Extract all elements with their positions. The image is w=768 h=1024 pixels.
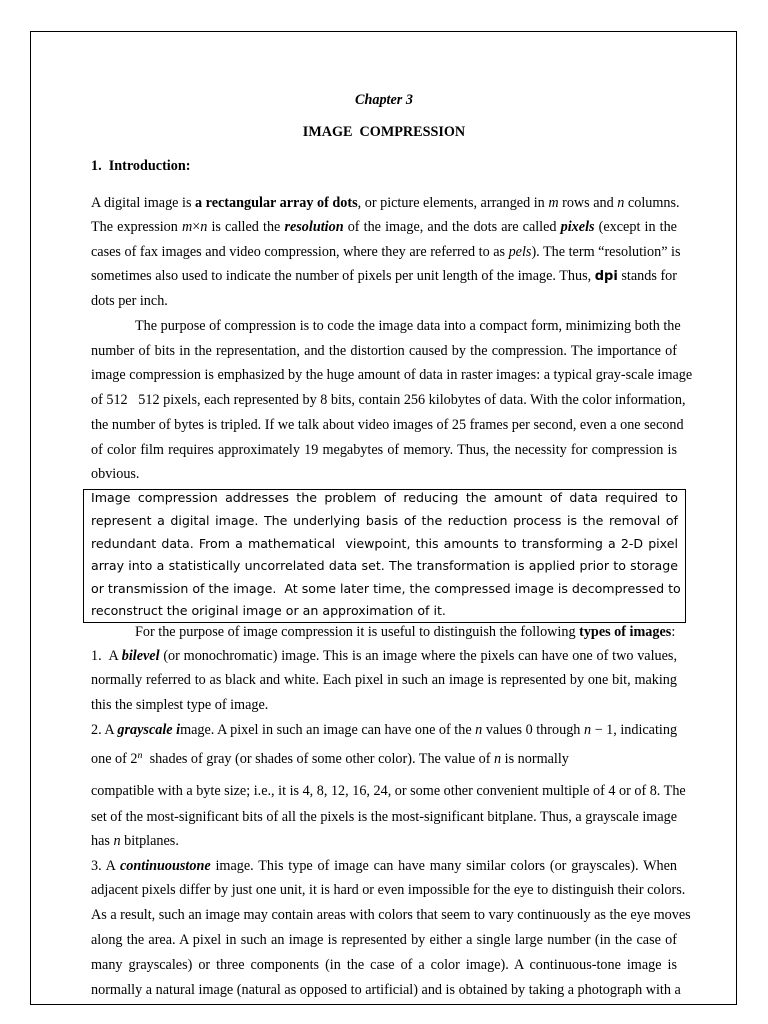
chapter-title: IMAGE COMPRESSION [302, 124, 466, 140]
text-line: many grayscales) or three components (in the case of a color image). A continuous-tone image is [91, 957, 677, 973]
text-line: of color film requires approximately 19 megabytes of memory. Thus, the necessity for compression is [91, 442, 677, 458]
text-line: set of the most-significant bits of all the pixels is the most-significant bitplane. Thus, a grayscale image [91, 809, 678, 825]
text-line: A digital image is a rectangular array of dots, or picture elements, arranged in m rows and n columns. [91, 195, 680, 211]
text-line: the number of bytes is tripled. If we talk about video images of 25 frames per second, even a one second [91, 417, 684, 433]
boxed-line: redundant data. From a mathematical viewpoint, this amounts to transforming a 2-D pixel [91, 536, 678, 551]
text-line: 3. A continuoustone image. This type of image can have many similar colors (or grayscales). When [91, 858, 677, 874]
boxed-line: array into a statistically uncorrelated data set. The transformation is applied prior to storage [91, 558, 678, 573]
types-intro: For the purpose of image compression it is useful to distinguish the following types of images: [135, 624, 676, 640]
text-line: 1. A bilevel (or monochromatic) image. This is an image where the pixels can have one of two values, [91, 648, 677, 664]
text-line: The purpose of compression is to code the image data into a compact form, minimizing both the [135, 318, 681, 334]
text-line: obvious. [91, 466, 140, 482]
text-line: cases of fax images and video compression, where they are referred to as pels). The term “resolution” is [91, 244, 681, 260]
text-line: image compression is emphasized by the huge amount of data in raster images: a typical gray-scale image [91, 367, 693, 383]
text-line: sometimes also used to indicate the number of pixels per unit length of the image. Thus, dpi stands for [91, 268, 677, 284]
text-line: of 512 512 pixels, each represented by 8 bits, contain 256 kilobytes of data. With the color information, [91, 392, 686, 408]
boxed-line: reconstruct the original image or an approximation of it. [91, 603, 446, 618]
text-line: normally referred to as black and white. Each pixel in such an image is represented by one bit, making [91, 672, 677, 688]
boxed-line: or transmission of the image. At some later time, the compressed image is decompressed to [91, 581, 681, 596]
text-line: normally a natural image (natural as opposed to artificial) and is obtained by taking a photograph with a [91, 982, 681, 998]
section-heading: 1. Introduction: [91, 158, 191, 174]
text-line: 2. A grayscale image. A pixel in such an image can have one of the n values 0 through n − 1, indicating [91, 722, 678, 738]
text-line: number of bits in the representation, and the distortion caused by the compression. The importance of [91, 343, 677, 359]
text-line: dots per inch. [91, 293, 168, 309]
text-line: along the area. A pixel in such an image is represented by either a single large number (in the case of [91, 932, 677, 948]
boxed-line: Image compression addresses the problem of reducing the amount of data required to [91, 490, 678, 505]
text-line: has n bitplanes. [91, 833, 179, 849]
boxed-line: represent a digital image. The underlying basis of the reduction process is the removal of [91, 513, 678, 528]
text-line: compatible with a byte size; i.e., it is 4, 8, 12, 16, 24, or some other convenient multiple of 4 or of 8. The [91, 783, 686, 799]
text-line: adjacent pixels differ by just one unit, it is hard or even impossible for the eye to distinguish their colors. [91, 882, 686, 898]
chapter-label: Chapter 3 [355, 92, 413, 108]
text-line: one of 2$^n$ shades of gray (or shades of some other color). The value of n is normally [91, 750, 569, 767]
text-line: this the simplest type of image. [91, 697, 269, 713]
text-line: As a result, such an image may contain areas with colors that seem to vary continuously as the eye moves [91, 907, 691, 923]
text-line: The expression m×n is called the resolution of the image, and the dots are called pixels (except in the [91, 219, 677, 235]
